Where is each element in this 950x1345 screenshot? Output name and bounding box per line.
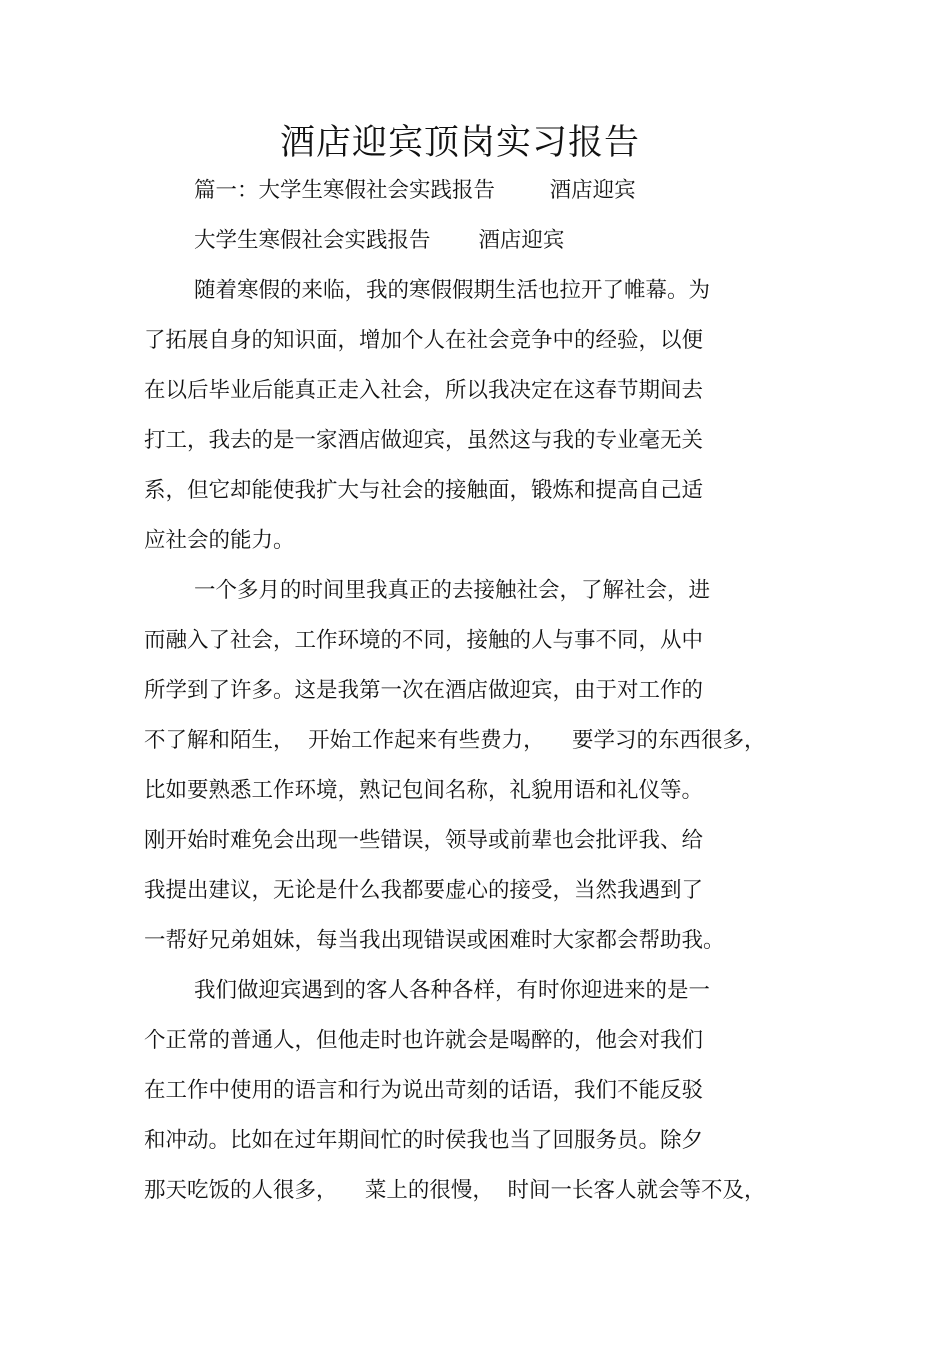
paragraph-line: 随着寒假的来临，我的寒假假期生活也拉开了帷幕。为 [194,278,711,303]
paragraph-line: 系，但它却能使我扩大与社会的接触面，锻炼和提高自己适 [144,478,704,503]
paragraph-line: 在工作中使用的语言和行为说出苛刻的话语，我们不能反驳 [144,1078,704,1103]
paragraph-line: 打工，我去的是一家酒店做迎宾，虽然这与我的专业毫无关 [144,428,704,453]
paragraph-line: 个正常的普通人，但他走时也许就会是喝醉的，他会对我们 [144,1028,704,1053]
paragraph-line: 我提出建议，无论是什么我都要虚心的接受，当然我遇到了 [144,878,704,903]
document-title: 酒店迎宾顶岗实习报告 [279,123,640,163]
paragraph-line: 比如要熟悉工作环境，熟记包间名称，礼貌用语和礼仪等。 [144,778,704,803]
paragraph-line: 一个多月的时间里我真正的去接触社会，了解社会，进 [194,578,711,603]
paragraph-line: 我们做迎宾遇到的客人各种各样，有时你迎进来的是一 [194,978,711,1003]
paragraph-line: 而融入了社会，工作环境的不同，接触的人与事不同，从中 [144,628,704,653]
paragraph-line: 和冲动。比如在过年期间忙的时侯我也当了回服务员。除夕 [144,1128,704,1153]
paragraph-line: 在以后毕业后能真正走入社会，所以我决定在这春节期间去 [144,378,704,403]
paragraph-line: 一帮好兄弟姐妹，每当我出现错误或困难时大家都会帮助我。 [144,928,725,953]
paragraph-line: 那天吃饭的人很多， 菜上的很慢， 时间一长客人就会等不及， [144,1178,766,1203]
paragraph-line: 刚开始时难免会出现一些错误，领导或前辈也会批评我、给 [144,828,704,853]
paragraph-line: 不了解和陌生， 开始工作起来有些费力， 要学习的东西很多， [144,728,766,753]
paragraph-line: 应社会的能力。 [144,528,295,553]
document-heading: 大学生寒假社会实践报告 酒店迎宾 [194,228,565,253]
paragraph-line: 所学到了许多。这是我第一次在酒店做迎宾，由于对工作的 [144,678,704,703]
document-subtitle: 篇一：大学生寒假社会实践报告 酒店迎宾 [194,178,636,203]
paragraph-line: 了拓展自身的知识面，增加个人在社会竞争中的经验，以便 [144,328,704,353]
